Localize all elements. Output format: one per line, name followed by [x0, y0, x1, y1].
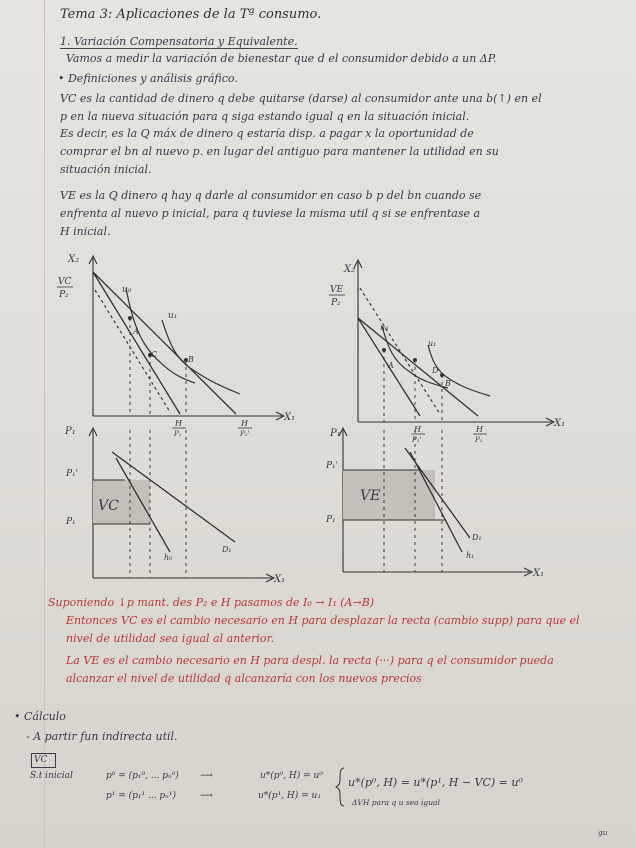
rb-p-low: P₁ [326, 515, 336, 525]
result-note: ΔVH para q u sea igual [352, 798, 440, 807]
rb-ve-area [343, 470, 435, 520]
rb-h-label: h₁ [466, 551, 475, 560]
supposing-line-2: Entonces VC es el cambio necesario en H para desplazar la recta (cambio supp) para que el [66, 614, 580, 627]
ve-def-line-3: H inicial. [60, 225, 111, 238]
rt-tick2-den: P₁ [475, 436, 483, 444]
supposing-line-3: nivel de utilidad sea igual al anterior. [66, 632, 275, 645]
lt-compensated-line [95, 290, 170, 412]
subsection-heading: • Definiciones y análisis gráfico. [58, 72, 238, 85]
calculo-heading: • Cálculo [14, 710, 66, 723]
supposing-line-4: La VE es el cambio necesario en H para despl. la recta (···) para q el consumidor pueda [66, 654, 554, 667]
formula-1-right: u*(p⁰, H) = u⁰ [260, 771, 323, 781]
rt-tick1-num: H [414, 425, 421, 434]
rt-tick2-num: H [476, 425, 483, 434]
rt-u1-label: u₁ [428, 339, 437, 348]
rt-equivalent-line [360, 288, 440, 414]
lb-p-high: P₁' [66, 469, 79, 479]
vc-def-line-2: p en la nueva situación para q siga estando igual q en la situación inicial. [60, 110, 470, 123]
partir-line: - A partir fun indirecta util. [26, 730, 178, 743]
vc-def-line-4: comprar el bn al nuevo p. en lugar del antiguo para mantener la utilidad en su [60, 145, 499, 158]
lt-vc-den: P₂ [59, 290, 69, 300]
lb-d-label: D₁ [222, 545, 232, 554]
rt-y-axis-label: X₂ [344, 264, 356, 275]
lb-y-axis-label: P₁ [65, 426, 76, 437]
rt-x-axis-label: X₁ [554, 418, 566, 429]
lt-point-c: C [151, 350, 158, 359]
formula-1-arrow: ⟶ [200, 771, 213, 781]
rt-ve-num: VE [330, 285, 344, 295]
lt-u1-label: u₁ [168, 311, 178, 321]
lt-point-a: A [133, 327, 139, 336]
rt-tick1-den: P₁' [412, 436, 422, 444]
rb-x-axis-label: X₁ [533, 568, 545, 579]
lt-u0-label: u₀ [122, 285, 132, 295]
supposing-line-5: alcanzar el nivel de utilidad q alcanzaría con los nuevos precios [66, 672, 422, 685]
lt-vc-num: VC [58, 277, 72, 287]
lt-point-b: B [188, 355, 194, 364]
lt-x-axis-label: X₁ [284, 412, 296, 423]
formula-2-left: p¹ = (p₁¹ ... pₙ¹) [106, 791, 176, 801]
lt-u1-curve [162, 320, 240, 394]
rb-y-axis-label: P₁ [330, 428, 341, 439]
lb-h-label: h₀ [164, 553, 173, 562]
rt-u0-label: u₀ [380, 323, 389, 332]
formula-1-left: p⁰ = (p₁⁰, ... pₙ⁰) [106, 771, 179, 781]
intro-line: Vamos a medir la variación de bienestar que d el consumidor debido a un ΔP. [66, 52, 497, 65]
rb-d-label: D₁ [472, 533, 482, 542]
vc-def-line-3: Es decir, es la Q máx de dinero q estaría disp. a pagar x la oportunidad de [60, 127, 474, 140]
rt-point-a: A [388, 361, 394, 370]
lt-budget-line-1 [93, 272, 180, 414]
result-formula: u*(p⁰, H) = u*(p¹, H − VC) = u⁰ [348, 776, 523, 789]
section-heading: 1. Variación Compensatoria y Equivalente. [60, 35, 298, 48]
page-title: Tema 3: Aplicaciones de la Tª consumo. [60, 7, 322, 22]
rb-ve-area-label: VE [360, 488, 381, 504]
ve-def-line-1: VE es la Q dinero q hay q darle al consumidor en caso b p del bn cuando se [60, 189, 482, 202]
rt-u0-curve [382, 326, 448, 388]
lt-y-axis-label: X₂ [68, 254, 80, 265]
rt-budget-line-2 [358, 318, 478, 416]
vc-def-line-1: VC es la cantidad de dinero q debe quitarse (darse) al consumidor ante una b(↑) en el [60, 92, 542, 105]
vc-def-line-5: situación inicial. [60, 163, 152, 176]
lb-vc-area-label: VC [98, 498, 119, 514]
rt-ve-den: P₂ [331, 298, 341, 308]
lt-tick2-num: H [241, 419, 248, 428]
page-corner-mark: gu [598, 828, 608, 837]
si-inicial-label: S.t inicial [30, 771, 73, 781]
rb-p-high: P₁' [326, 461, 339, 471]
lb-x-axis-label: X₁ [274, 574, 286, 585]
lt-tick1-num: H [175, 419, 182, 428]
vc-boxed-text: VC [34, 755, 48, 765]
lt-tick2-den: P₁' [240, 430, 250, 438]
formula-2-right: u*(p¹, H) = u₁ [258, 791, 321, 801]
rt-point-d: D [432, 366, 439, 375]
ve-def-line-2: enfrenta al nuevo p inicial, para q tuviese la misma util q si se enfrentase a [60, 207, 481, 220]
lt-budget-line-2 [93, 272, 236, 414]
rt-point-b: B [445, 379, 451, 388]
formula-2-arrow: ⟶ [200, 791, 213, 801]
lb-p-low: P₁ [66, 517, 76, 527]
lt-tick1-den: P₁ [174, 430, 182, 438]
supposing-line-1: Suponiendo ↓p mant. des P₂ e H pasamos de I₀ → I₁ (A→B) [48, 596, 375, 609]
